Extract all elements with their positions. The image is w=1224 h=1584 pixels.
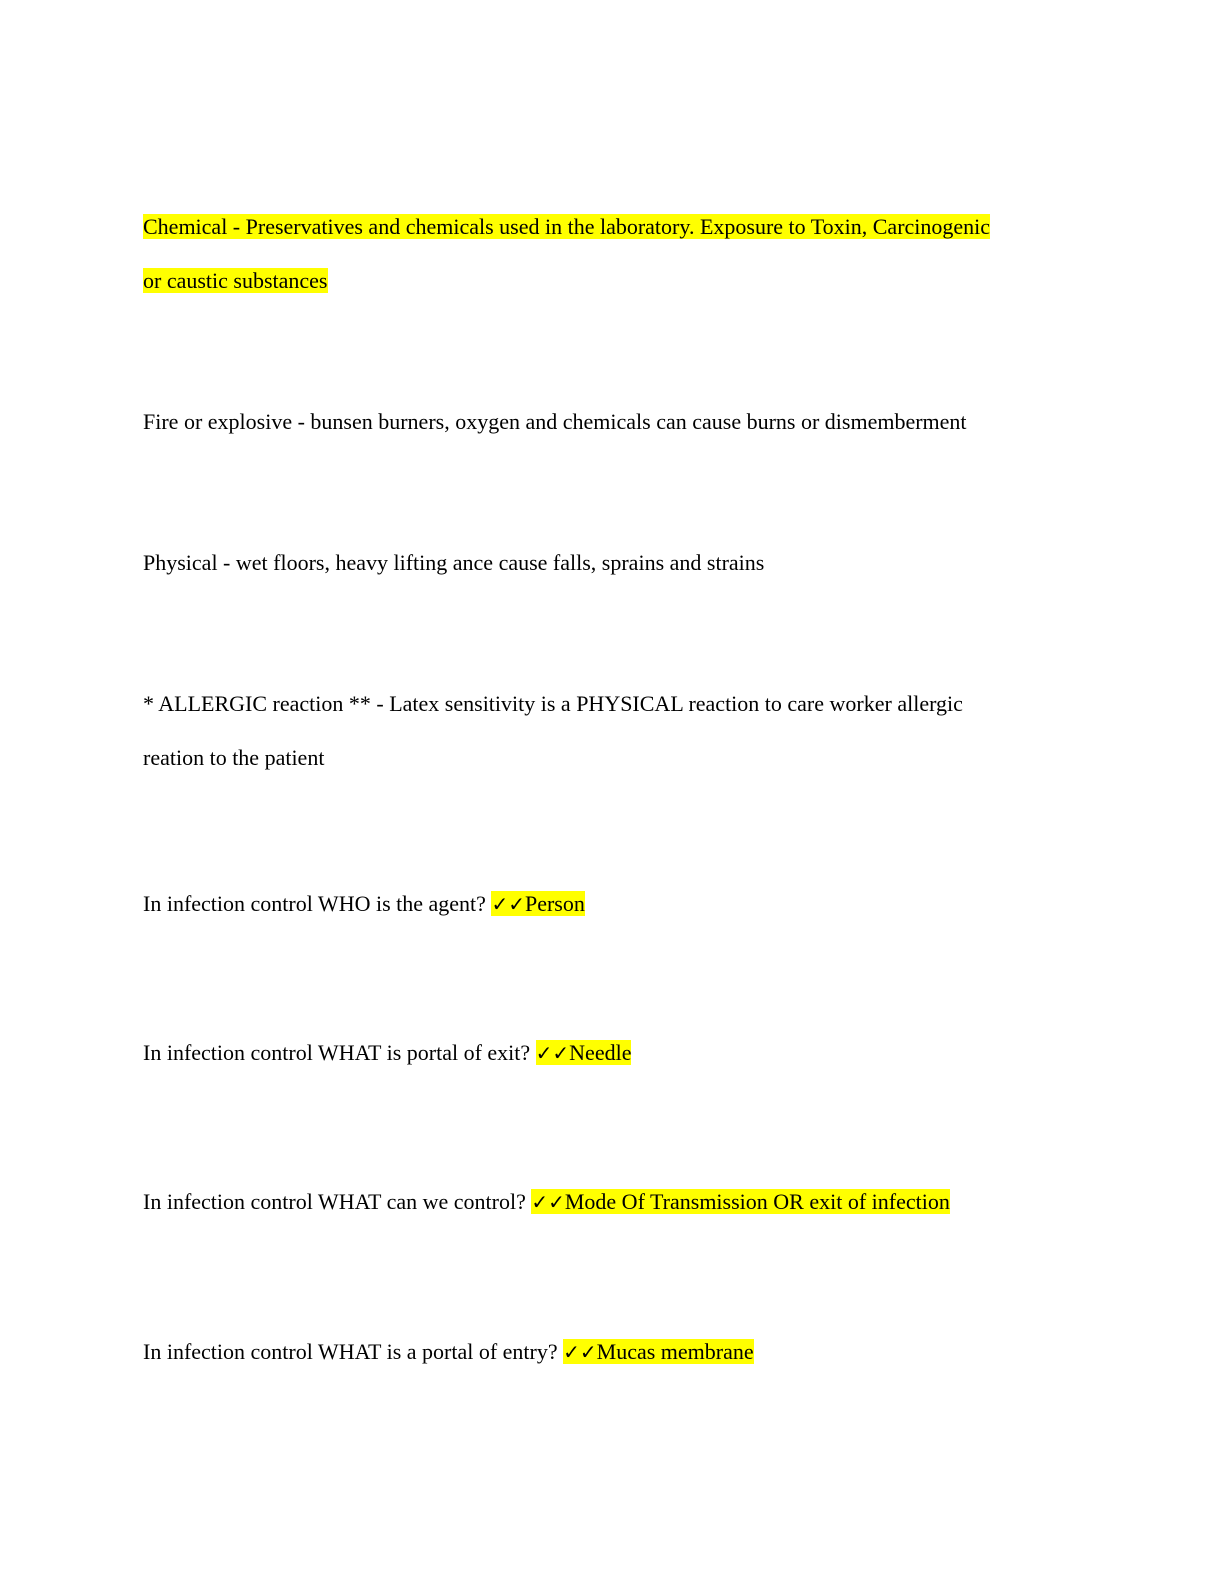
hazard-allergic	[143, 677, 1083, 785]
qa-answer: Mode Of Transmission OR exit of infection	[564, 1189, 950, 1214]
double-check-icon: ✓✓	[563, 1340, 597, 1364]
hazard-chemical	[143, 200, 1083, 308]
qa-question: In infection control WHAT is portal of exit?	[143, 1040, 536, 1065]
double-check-icon: ✓✓	[535, 1041, 570, 1065]
qa-item-portal-entry	[143, 1325, 1083, 1379]
hazard-chemical-line1: Chemical - Preservatives and chemicals used in the laboratory. Exposure to Toxin, Carcinogenic	[143, 214, 991, 239]
qa-item-control	[143, 1175, 1083, 1229]
qa-question: In infection control WHAT can we control?	[143, 1189, 532, 1214]
qa-answer: Mucas membrane	[596, 1339, 754, 1364]
hazard-chemical-line2: or caustic substances	[143, 268, 328, 293]
double-check-icon: ✓✓	[531, 1190, 565, 1214]
hazard-fire	[143, 395, 1083, 449]
hazard-physical	[143, 536, 1083, 590]
hazard-physical-text: Physical - wet floors, heavy lifting ance cause falls, sprains and strains	[143, 550, 765, 575]
qa-question: In infection control WHAT is a portal of entry?	[143, 1339, 564, 1364]
qa-answer-highlight	[536, 1040, 632, 1065]
double-check-icon: ✓✓	[491, 892, 525, 916]
qa-answer: Needle	[569, 1040, 632, 1065]
hazard-allergic-line1: * ALLERGIC reaction ** - Latex sensitivity is a PHYSICAL reaction to care worker allergic	[143, 691, 963, 716]
qa-question: In infection control WHO is the agent?	[143, 891, 492, 916]
hazard-allergic-line2: reation to the patient	[143, 745, 325, 770]
qa-item-agent	[143, 877, 1083, 931]
qa-answer-highlight	[563, 1339, 754, 1364]
hazard-fire-text: Fire or explosive - bunsen burners, oxygen and chemicals can cause burns or dismemberment	[143, 409, 967, 434]
qa-answer: Person	[524, 891, 585, 916]
qa-answer-highlight	[491, 891, 584, 916]
qa-item-portal-exit	[143, 1026, 1083, 1080]
qa-answer-highlight	[531, 1189, 950, 1214]
